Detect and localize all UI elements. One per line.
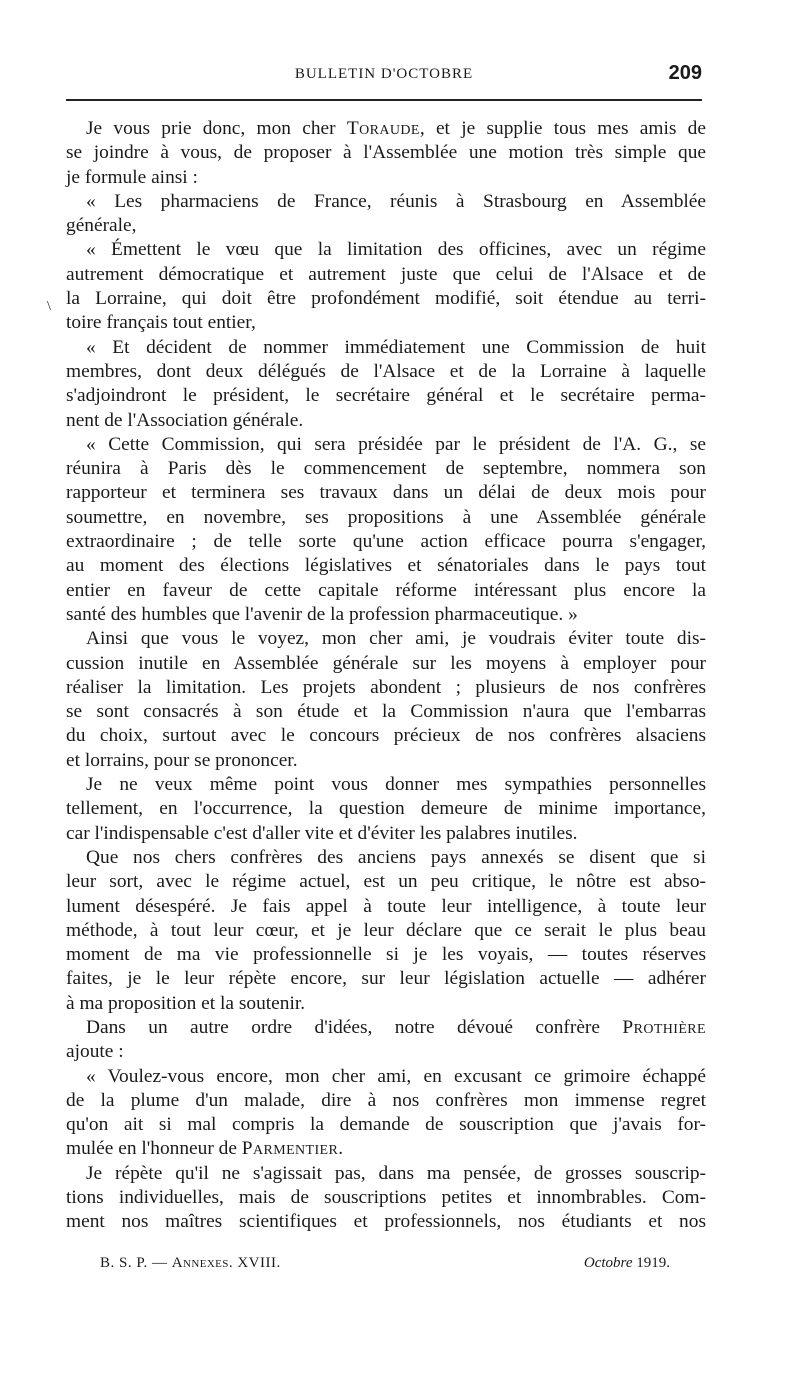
paragraph-10	[66, 1065, 706, 1162]
text-line: « Cette Commission, qui sera présidée par le président de l'A. G., se	[86, 433, 706, 455]
proper-name: Parmentier	[241, 1138, 339, 1160]
text-line: Que nos chers confrères des anciens pays annexés se disent que si	[86, 846, 706, 868]
text-line: autrement démocratique et autrement juste que celui de l'Alsace et de	[66, 263, 706, 285]
page-footer	[100, 1255, 670, 1279]
paragraph-5	[66, 433, 706, 627]
text-line: soumettre, en novembre, ses propositions à une Assemblée générale	[66, 506, 706, 528]
text-line: du choix, surtout avec le concours précieux de nos confrères alsaciens	[66, 725, 706, 747]
text-line: Dans un autre ordre d'idées, notre dévoué confrère Prothière	[86, 1016, 706, 1038]
text-line: leur sort, avec le régime actuel, est un peu critique, le nôtre est abso-	[66, 871, 706, 893]
text-line: de la plume d'un malade, dire à nos confrères mon immense regret	[66, 1089, 706, 1111]
text-line: tions individuelles, mais de souscriptions petites et innombrables. Com-	[66, 1187, 706, 1209]
text-line: faites, je le leur répète encore, sur leur législation actuelle — adhérer	[66, 968, 706, 990]
text-line: « Et décident de nommer immédiatement une Commission de huit	[86, 336, 706, 358]
text-line: se sont consacrés à son étude et la Commission n'aura que l'embarras	[66, 701, 706, 723]
paragraph-1	[66, 117, 706, 190]
issue-year: 1919.	[636, 1255, 670, 1271]
text-line: cussion inutile en Assemblée générale sur les moyens à employer pour	[66, 652, 706, 674]
text-line: je formule ainsi :	[66, 166, 198, 188]
annexes-label: Annexes	[171, 1255, 229, 1271]
text-line: à ma proposition et la soutenir.	[66, 992, 306, 1014]
margin-mark: \	[47, 299, 51, 314]
text-line: ajoute :	[66, 1041, 124, 1063]
header-rule	[66, 99, 702, 101]
text-line: au moment des élections législatives et sénatoriales dans le pays tout	[66, 555, 706, 577]
text-line: rapporteur et terminera ses travaux dans un délai de deux mois pour	[66, 482, 706, 504]
text-line: moment de ma vie professionnelle si je les voyais, — toutes réserves	[66, 944, 706, 966]
proper-name: Prothière	[622, 1016, 706, 1038]
text-line: lument désespéré. Je fais appel à toute leur intelligence, à toute leur	[66, 895, 706, 917]
text-line: Je répète qu'il ne s'agissait pas, dans ma pensée, de grosses souscrip-	[86, 1162, 706, 1184]
issue-date	[584, 1255, 670, 1272]
text-line: et lorrains, pour se prononcer.	[66, 749, 298, 771]
text-line: Je vous prie donc, mon cher Toraude, et je supplie tous mes amis de	[86, 118, 706, 139]
paragraph-3	[66, 238, 706, 335]
paragraph-11	[66, 1162, 706, 1235]
text-line: la Lorraine, qui doit être profondément modifié, soit étendue au terri-	[66, 288, 706, 310]
paragraph-4	[66, 336, 706, 433]
text-line: ment nos maîtres scientifiques et professionnels, nos étudiants et nos	[66, 1211, 706, 1233]
text-line: réaliser la limitation. Les projets abondent ; plusieurs de nos confrères	[66, 676, 706, 698]
text-line: santé des humbles que l'avenir de la profession pharmaceutique. »	[66, 603, 578, 625]
paragraph-9	[66, 1016, 706, 1065]
text-line: réunira à Paris dès le commencement de septembre, nommera son	[66, 458, 706, 480]
text-line: extraordinaire ; de telle sorte qu'une action efficace pourra s'engager,	[66, 531, 706, 553]
running-title: BULLETIN D'OCTOBRE	[294, 66, 474, 82]
paragraph-2	[66, 190, 706, 239]
running-head	[66, 62, 702, 88]
text-line: méthode, à tout leur cœur, et je leur déclare que ce serait le plus beau	[66, 919, 706, 941]
text-line: nent de l'Association générale.	[66, 409, 304, 431]
text-line: se joindre à vous, de proposer à l'Assemblée une motion très simple que	[66, 142, 706, 164]
text-line: toire français tout entier,	[66, 312, 256, 334]
text-line: Ainsi que vous le voyez, mon cher ami, je voudrais éviter toute dis-	[86, 628, 706, 650]
text-line: tellement, en l'occurrence, la question demeure de minime importance,	[66, 798, 706, 820]
text-line: Je ne veux même point vous donner mes sympathies personnelles	[86, 774, 706, 796]
text-line: entier en faveur de cette capitale réforme intéressant plus encore la	[66, 579, 706, 601]
text-line: car l'indispensable c'est d'aller vite et d'éviter les palabres inutiles.	[66, 822, 578, 844]
text-line: mulée en l'honneur de Parmentier.	[66, 1138, 344, 1160]
paragraph-8	[66, 846, 706, 1016]
text-line: « Émettent le vœu que la limitation des officines, avec un régime	[86, 239, 706, 261]
text-line: membres, dont deux délégués de l'Alsace et de la Lorraine à laquelle	[66, 360, 706, 382]
paragraph-6	[66, 627, 706, 773]
body-text	[66, 117, 706, 1235]
issue-month: Octobre	[583, 1255, 633, 1271]
text-line: générale,	[66, 215, 137, 237]
text-line: « Voulez-vous encore, mon cher ami, en excusant ce grimoire échappé	[86, 1065, 706, 1087]
journal-reference: B. S. P. — Annexes. XVIII.	[100, 1255, 281, 1271]
page-number: 209	[668, 62, 702, 84]
proper-name: Toraude	[346, 118, 420, 139]
text-line: s'adjoindront le président, le secrétaire général et le secrétaire perma-	[66, 385, 706, 407]
text-line: qu'on ait si mal compris la demande de souscription que j'avais for-	[66, 1114, 706, 1136]
paragraph-7	[66, 773, 706, 846]
text-line: « Les pharmaciens de France, réunis à Strasbourg en Assemblée	[86, 190, 706, 212]
